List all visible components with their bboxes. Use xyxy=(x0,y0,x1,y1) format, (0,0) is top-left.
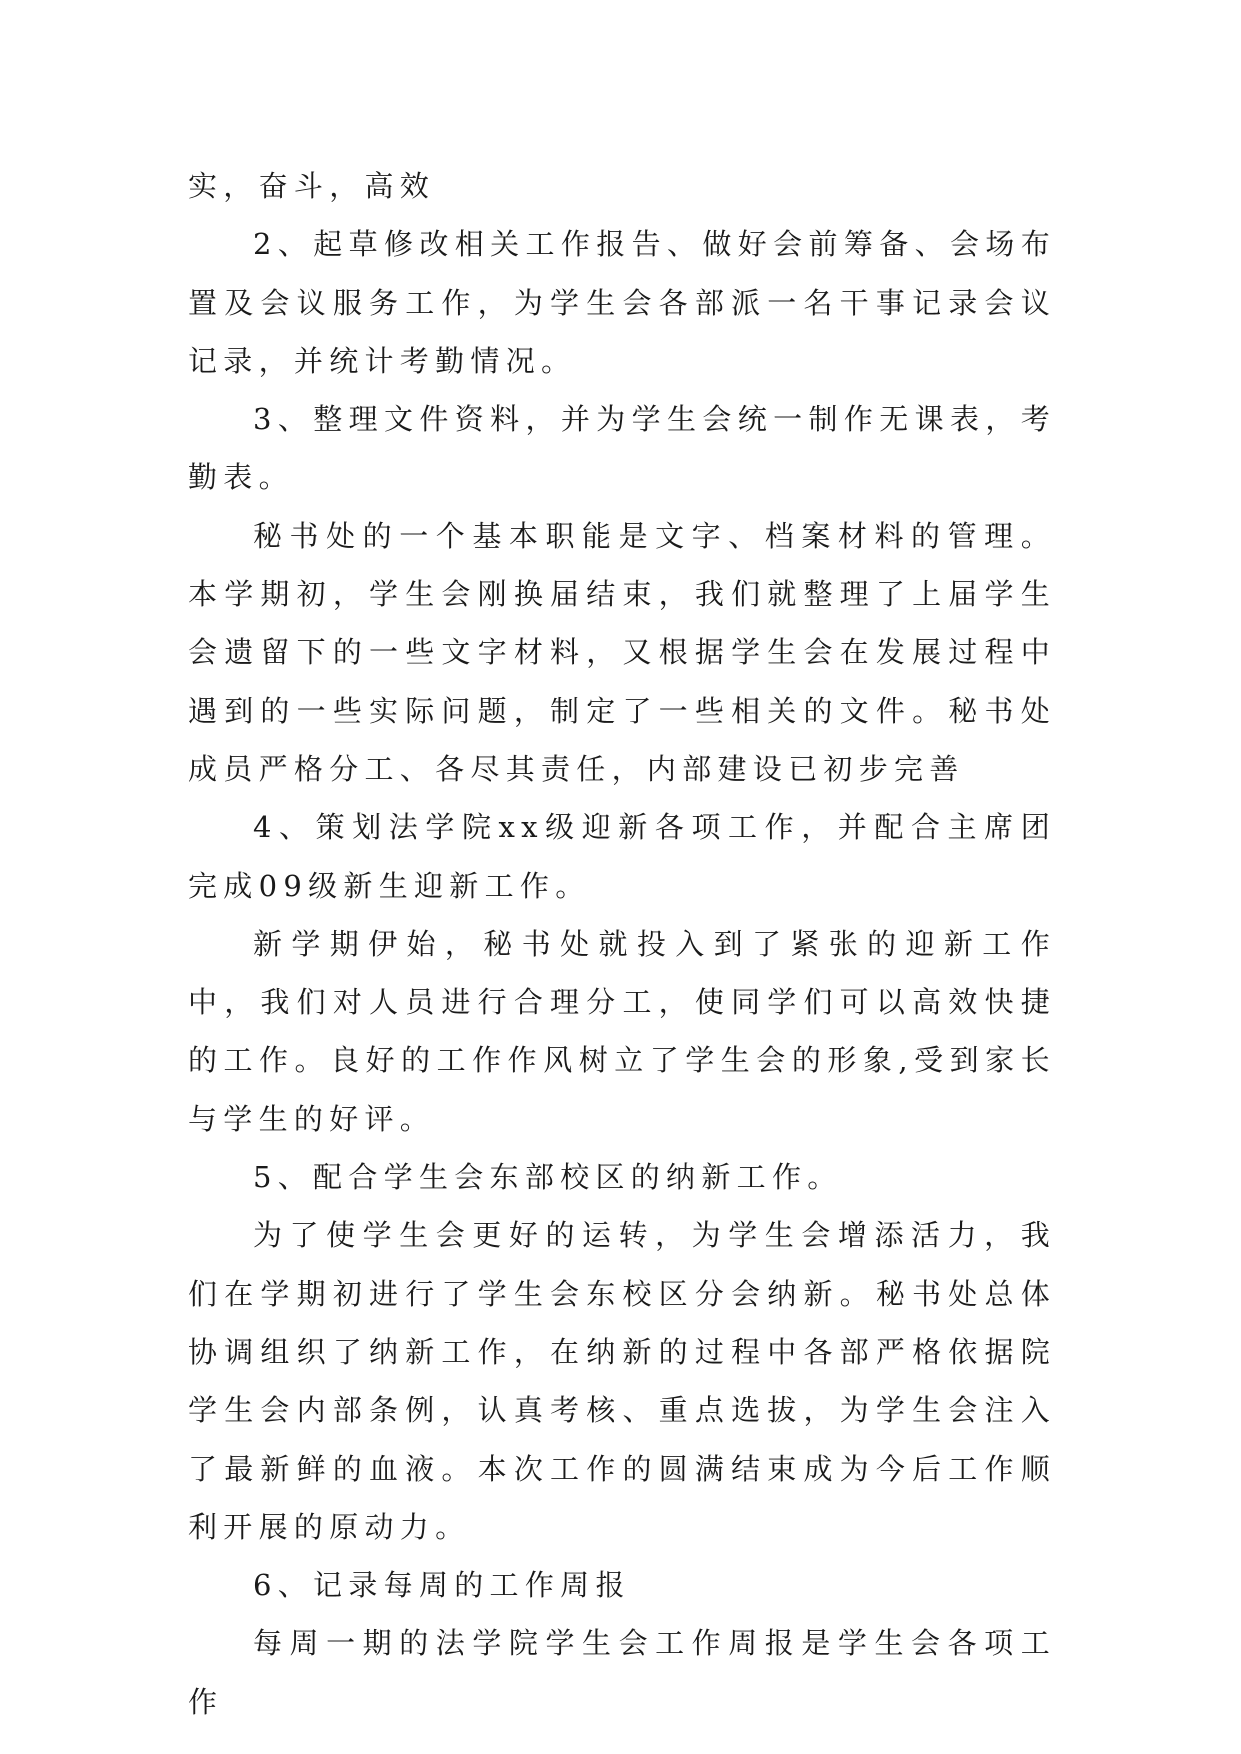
paragraph-recruitment-work: 为了使学生会更好的运转，为学生会增添活力，我们在学期初进行了学生会东校区分会纳新。秘书处总体协调组织了纳新工作，在纳新的过程中各部严格依据院学生会内部条例，认真考核、重点选拔，为学生会注入了最新鲜的血液。本次工作的圆满结束成为今后工作顺利开展的原动力。 xyxy=(188,1218,1056,1544)
document-body xyxy=(188,157,1056,1731)
paragraph-item-5: 5、配合学生会东部校区的纳新工作。 xyxy=(253,1160,843,1195)
paragraph-item-6: 6、记录每周的工作周报 xyxy=(253,1568,631,1603)
paragraph-orientation-work: 新学期伊始，秘书处就投入到了紧张的迎新工作中，我们对人员进行合理分工，使同学们可以高效快捷的工作。良好的工作作风树立了学生会的形象,受到家长与学生的好评。 xyxy=(188,926,1056,1136)
paragraph-item-2: 2、起草修改相关工作报告、做好会前筹备、会场布置及会议服务工作，为学生会各部派一名干事记录会议记录，并统计考勤情况。 xyxy=(188,227,1056,378)
paragraph-item-4: 4、策划法学院xx级迎新各项工作，并配合主席团完成09级新生迎新工作。 xyxy=(188,810,1056,903)
paragraph-continuation: 实，奋斗，高效 xyxy=(188,169,436,203)
paragraph-weekly-report: 每周一期的法学院学生会工作周报是学生会各项工作 xyxy=(188,1626,1056,1719)
paragraph-archive-management: 秘书处的一个基本职能是文字、档案材料的管理。本学期初，学生会刚换届结束，我们就整理了上届学生会遗留下的一些文字材料，又根据学生会在发展过程中遇到的一些实际问题，制定了一些相关的文件。秘书处成员严格分工、各尽其责任，内部建设已初步完善 xyxy=(188,518,1056,786)
paragraph-item-3: 3、整理文件资料，并为学生会统一制作无课表，考勤表。 xyxy=(188,402,1056,495)
